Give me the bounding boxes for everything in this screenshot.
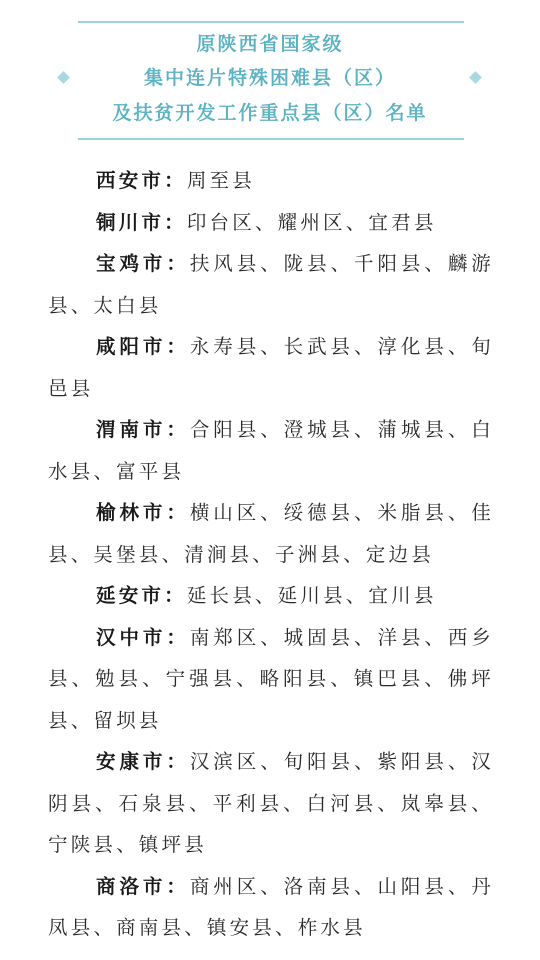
city-name: 宝鸡市： <box>96 252 190 275</box>
city-name: 汉中市： <box>96 625 190 649</box>
list-item-weinan <box>48 409 494 492</box>
county-names: 周至县 <box>186 169 255 192</box>
city-name: 咸阳市： <box>96 335 190 358</box>
title-line-1: 原陕西省国家级 <box>196 33 344 55</box>
city-name: 商洛市： <box>96 874 190 898</box>
county-names: 商州区、洛南县、山阳县、丹凤县、商南县、镇安县、柞水县 <box>48 874 494 939</box>
title-line-2: 集中连片特殊困难县（区） <box>143 67 396 89</box>
list-item-yulin <box>48 492 494 575</box>
list-item-baoji <box>48 243 494 326</box>
city-name: 渭南市： <box>96 418 190 441</box>
title-bottom-rule <box>78 138 464 140</box>
title-block <box>0 0 540 150</box>
list-item-hanzhong <box>48 617 494 742</box>
list-item-tongchuan <box>48 202 494 244</box>
city-name: 安康市： <box>96 750 190 773</box>
list-item-yanan <box>48 575 494 617</box>
county-names: 永寿县、长武县、淳化县、旬邑县 <box>48 335 494 400</box>
city-name: 延安市： <box>96 584 187 607</box>
city-name: 榆林市： <box>96 501 190 524</box>
county-names: 延长县、延川县、宜川县 <box>186 584 437 607</box>
county-list <box>48 160 494 949</box>
list-item-xianyang <box>48 326 494 409</box>
county-names: 扶风县、陇县、千阳县、麟游县、太白县 <box>48 252 494 317</box>
list-item-xian <box>48 160 494 202</box>
county-names: 横山区、绥德县、米脂县、佳县、吴堡县、清涧县、子洲县、定边县 <box>48 501 494 566</box>
county-names: 南郑区、城固县、洋县、西乡县、勉县、宁强县、略阳县、镇巴县、佛坪县、留坝县 <box>48 625 494 732</box>
county-names: 合阳县、澄城县、蒲城县、白水县、富平县 <box>48 418 494 483</box>
list-item-shangluo <box>48 866 494 949</box>
county-names: 印台区、耀州区、宜君县 <box>186 210 437 234</box>
city-name: 铜川市： <box>96 210 187 234</box>
list-item-ankang <box>48 741 494 866</box>
title-top-rule <box>78 21 464 23</box>
city-name: 西安市： <box>96 169 187 192</box>
county-names: 汉滨区、旬阳县、紫阳县、汉阴县、石泉县、平利县、白河县、岚皋县、宁陕县、镇坪县 <box>48 750 494 856</box>
title-line-3: 及扶贫开发工作重点县（区）名单 <box>112 102 428 124</box>
